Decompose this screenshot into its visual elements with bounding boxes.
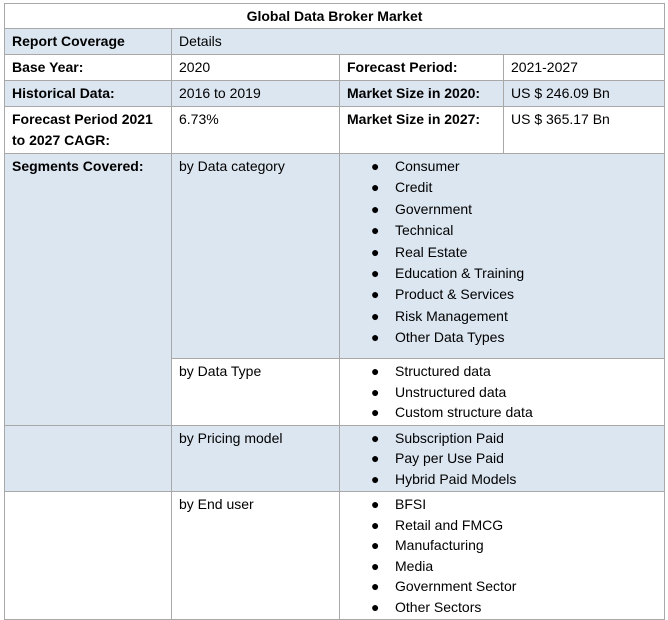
segment-item — [347, 556, 657, 577]
bullet-icon: ● — [371, 404, 380, 420]
segment-item — [347, 263, 657, 284]
segments-covered-label: Segments Covered: — [5, 154, 172, 426]
cagr-value: 6.73% — [172, 107, 340, 154]
report-coverage-label: Report Coverage — [5, 29, 172, 55]
segment-item — [347, 535, 657, 556]
segments-spacer-cell — [5, 425, 172, 492]
segment-item-label: Custom structure data — [395, 404, 533, 420]
segment-item — [347, 306, 657, 327]
market-size-2020-value: US $ 246.09 Bn — [504, 81, 665, 107]
bullet-icon: ● — [371, 470, 380, 487]
segment-item-label: Real Estate — [395, 243, 468, 260]
forecast-period-label: Forecast Period: — [340, 55, 504, 81]
table-title: Global Data Broker Market — [5, 4, 665, 29]
segment-item — [347, 515, 657, 536]
segment-item — [347, 327, 657, 348]
bullet-icon: ● — [371, 222, 380, 239]
segment-item-list — [347, 494, 657, 617]
segment-item-label: Product & Services — [395, 286, 515, 303]
segment-item-label: Unstructured data — [395, 383, 507, 400]
segment-item-label: Risk Management — [395, 307, 508, 324]
segment-item — [347, 469, 657, 490]
bullet-icon: ● — [371, 179, 380, 196]
segment-item — [347, 402, 657, 423]
bullet-icon: ● — [371, 286, 380, 303]
segment-item — [347, 576, 657, 597]
segment-group-name: by Data category — [172, 154, 340, 359]
base-year-value: 2020 — [172, 55, 340, 81]
bullet-icon: ● — [371, 243, 380, 260]
segment-item-list — [347, 428, 657, 490]
bullet-icon: ● — [371, 307, 380, 324]
segment-item — [347, 156, 657, 177]
market-report-table — [4, 3, 665, 620]
segment-item-label: Manufacturing — [395, 537, 484, 553]
segment-item-label: Media — [395, 557, 434, 574]
segment-item — [347, 220, 657, 241]
segment-item — [347, 361, 657, 382]
market-size-2027-label: Market Size in 2027: — [340, 107, 504, 154]
segment-item-label: Education & Training — [395, 265, 525, 282]
bullet-icon: ● — [371, 158, 380, 174]
market-size-2020-label: Market Size in 2020: — [340, 81, 504, 107]
bullet-icon: ● — [371, 200, 380, 217]
historical-data-value: 2016 to 2019 — [172, 81, 340, 107]
segment-item-label: Pay per Use Paid — [395, 450, 504, 466]
bullet-icon: ● — [371, 429, 380, 446]
segment-item-label: Consumer — [395, 158, 460, 174]
segment-item-label: Hybrid Paid Models — [395, 470, 517, 487]
bullet-icon: ● — [371, 329, 380, 346]
segment-item-label: Retail and FMCG — [395, 516, 504, 533]
bullet-icon: ● — [371, 537, 380, 553]
segments-spacer-cell — [5, 492, 172, 620]
segment-item-label: Other Data Types — [395, 329, 505, 346]
cagr-label: Forecast Period 2021 to 2027 CAGR: — [5, 107, 172, 154]
segment-item-label: Technical — [395, 222, 454, 239]
forecast-period-value: 2021-2027 — [504, 55, 665, 81]
segment-item-label: BFSI — [395, 496, 427, 512]
bullet-icon: ● — [371, 383, 380, 400]
segment-group-name: by Data Type — [172, 359, 340, 426]
segment-item — [347, 382, 657, 403]
segment-item — [347, 448, 657, 469]
bullet-icon: ● — [371, 557, 380, 574]
segment-item-label: Credit — [395, 179, 433, 196]
bullet-icon: ● — [371, 578, 380, 594]
bullet-icon: ● — [371, 516, 380, 533]
segment-item — [347, 428, 657, 449]
base-year-label: Base Year: — [5, 55, 172, 81]
segment-item — [347, 284, 657, 305]
segment-item — [347, 199, 657, 220]
details-label: Details — [172, 29, 665, 55]
historical-data-label: Historical Data: — [5, 81, 172, 107]
segment-item-label: Government Sector — [395, 578, 517, 594]
bullet-icon: ● — [371, 496, 380, 512]
bullet-icon: ● — [371, 265, 380, 282]
segment-item — [347, 177, 657, 198]
bullet-icon: ● — [371, 598, 380, 615]
bullet-icon: ● — [371, 363, 380, 379]
segment-item-list — [347, 361, 657, 423]
market-size-2027-value: US $ 365.17 Bn — [504, 107, 665, 154]
segment-item — [347, 494, 657, 515]
segment-group-name: by End user — [172, 492, 340, 620]
bullet-icon: ● — [371, 450, 380, 466]
segment-item-label: Structured data — [395, 363, 491, 379]
segment-item-list — [347, 156, 657, 349]
segment-item-label: Subscription Paid — [395, 429, 504, 446]
segment-item-label: Government — [395, 200, 473, 217]
segment-item — [347, 597, 657, 618]
segment-item — [347, 242, 657, 263]
segment-group-name: by Pricing model — [172, 425, 340, 492]
segment-item-label: Other Sectors — [395, 598, 482, 615]
